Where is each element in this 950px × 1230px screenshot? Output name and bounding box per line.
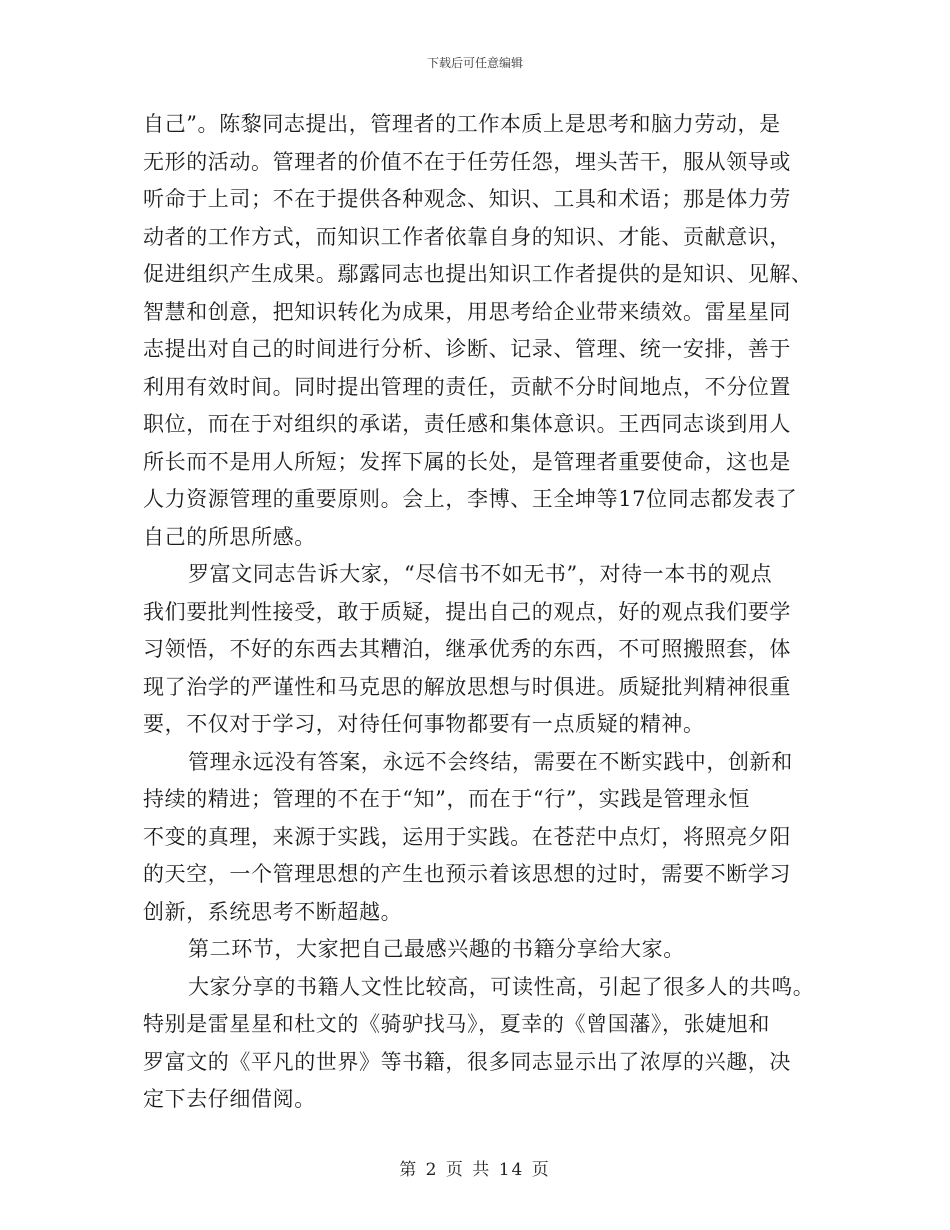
text-line: 罗富文同志告诉大家，“尽信书不如无书”，对待一本书的观点: [188, 562, 773, 586]
text-line: 大家分享的书籍人文性比较高，可读性高，引起了很多人的共鸣。: [188, 974, 815, 999]
text-line: 管理永远没有答案，永远不会终结，需要在不断实践中，创新和: [188, 749, 793, 774]
text-line: 创新，系统思考不断超越。: [143, 899, 403, 924]
text-line: 自己”。陈黎同志提出，管理者的工作本质上是思考和脑力劳动，是: [143, 112, 781, 136]
text-line: 特别是雷星星和杜文的《骑驴找马》，夏幸的《曾国藩》，张婕旭和: [143, 1012, 770, 1036]
text-line: 所长而不是用人所短；发挥下属的长处，是管理者重要使命，这也是: [143, 449, 791, 474]
text-line: 罗富文的《平凡的世界》等书籍，很多同志显示出了浓厚的兴趣，决: [143, 1049, 791, 1074]
text-line: 动者的工作方式，而知识工作者依靠自身的知识、才能、贡献意识，: [143, 224, 791, 249]
text-line: 职位，而在于对组织的承诺，责任感和集体意识。王西同志谈到用人: [143, 412, 791, 436]
text-line: 不变的真理，来源于实践，运用于实践。在苍茫中点灯，将照亮夕阳: [143, 824, 791, 849]
text-line: 要，不仅对于学习，对待任何事物都要有一点质疑的精神。: [143, 712, 705, 736]
document-body: [143, 106, 823, 1119]
text-line: 持续的精进；管理的不在于“知”，而在于“行”，实践是管理永恒: [143, 787, 750, 811]
text-line: 人力资源管理的重要原则。会上，李博、王全坤等17位同志都发表了: [143, 487, 798, 511]
text-line: 利用有效时间。同时提出管理的责任，贡献不分时间地点，不分位置: [143, 374, 791, 399]
text-line: 智慧和创意，把知识转化为成果，用思考给企业带来绩效。雷星星同: [143, 299, 791, 324]
text-line: 现了治学的严谨性和马克思的解放思想与时俱进。质疑批判精神很重: [143, 674, 791, 699]
text-line: 志提出对自己的时间进行分析、诊断、记录、管理、统一安排，善于: [143, 337, 791, 361]
text-line: 我们要批判性接受，敢于质疑，提出自己的观点，好的观点我们要学: [143, 599, 791, 624]
text-line: 习领悟，不好的东西去其糟泊，继承优秀的东西，不可照搬照套，体: [143, 637, 791, 661]
text-line: 定下去仔细借阅。: [143, 1087, 316, 1111]
text-line: 听命于上司；不在于提供各种观念、知识、工具和术语；那是体力劳: [143, 187, 791, 211]
text-line: 自己的所思所感。: [143, 524, 316, 549]
page-number: 第 2 页 共 14 页: [399, 1160, 551, 1180]
text-line: 促进组织产生成果。鄢露同志也提出知识工作者提供的是知识、见解、: [143, 262, 813, 286]
text-line: 无形的活动。管理者的价值不在于任劳任怨，埋头苦干，服从领导或: [143, 149, 791, 174]
text-line: 第二环节，大家把自己最感兴趣的书籍分享给大家。: [188, 937, 685, 961]
page-header-note: 下载后可任意编辑: [426, 56, 523, 70]
text-line: 的天空，一个管理思想的产生也预示着该思想的过时，需要不断学习: [143, 862, 791, 886]
